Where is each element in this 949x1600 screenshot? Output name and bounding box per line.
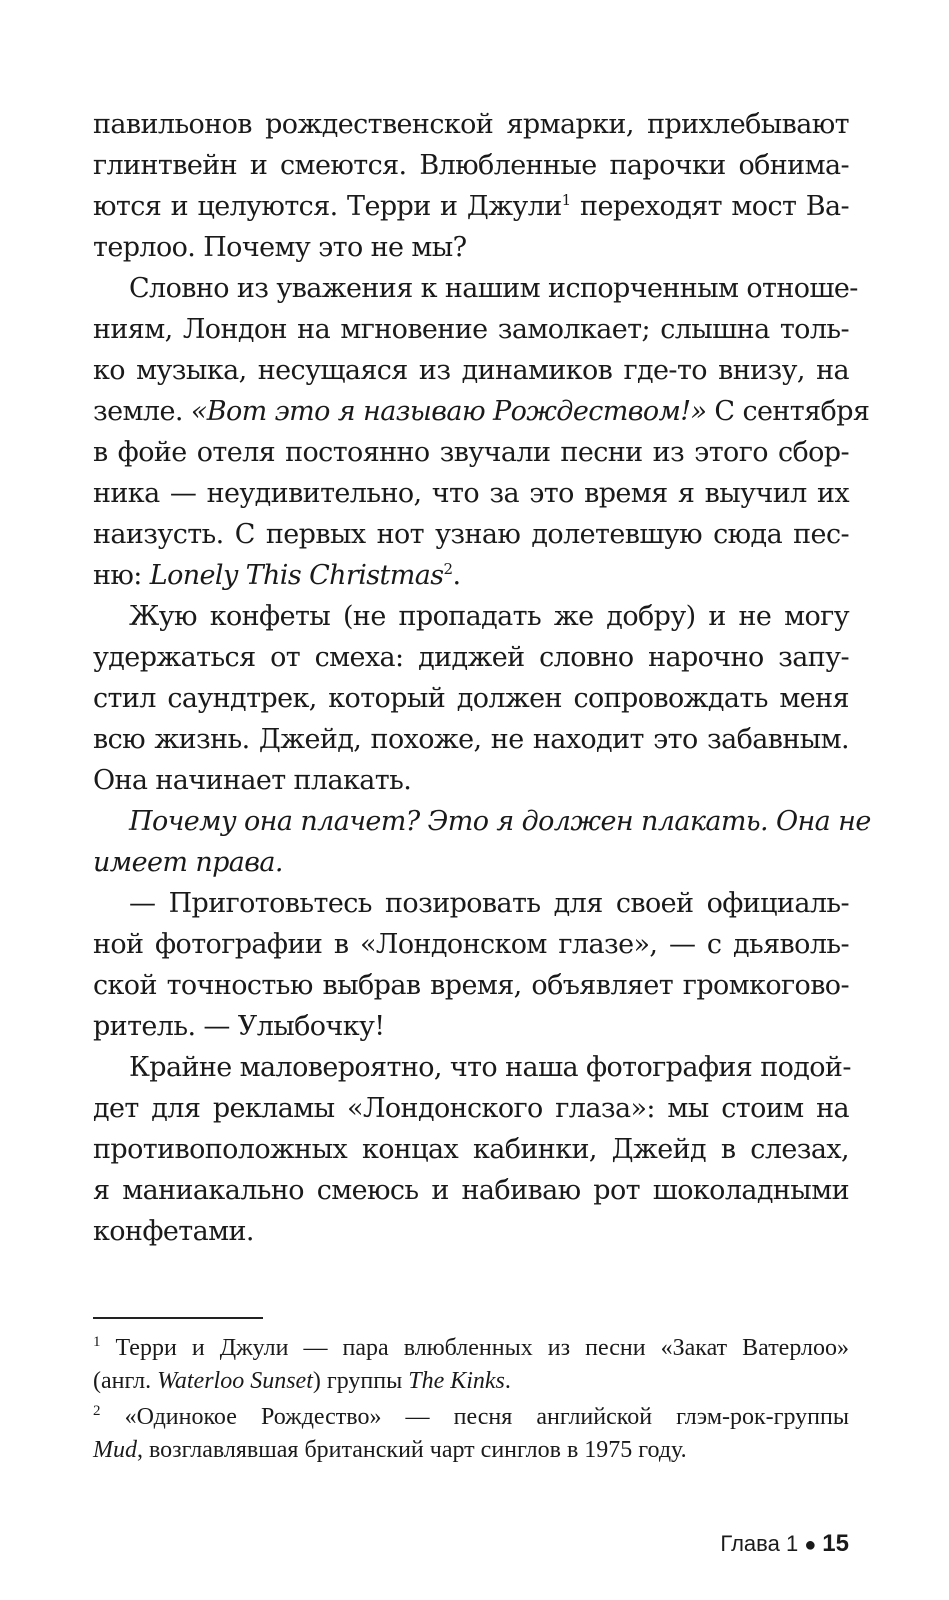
text-segment: конфетами.	[93, 1216, 254, 1247]
text-segment: ко музыка, несущаяся из динамиков где-то внизу, на	[93, 355, 849, 386]
text-segment: .	[452, 560, 461, 591]
text-segment: — Приготовьтесь позировать для своей официаль-	[129, 888, 849, 919]
text-line	[93, 1434, 849, 1467]
text-segment: Словно из уважения к нашим испорченным отноше-	[129, 273, 858, 304]
text-segment: павильонов рождественской ярмарки, прихлебывают	[93, 109, 849, 140]
footnotes	[93, 1332, 849, 1467]
text-line	[93, 309, 849, 350]
text-line	[93, 514, 849, 555]
text-segment: ются и целуются. Терри и Джули	[93, 191, 562, 222]
text-segment: Терри и Джули — пара влюбленных из песни «Закат Ватерлоо»	[100, 1335, 849, 1361]
text-segment: я маниакально смеюсь и набиваю рот шоколадными	[93, 1175, 849, 1206]
text-segment: ниям, Лондон на мгновение замолкает; слышна толь-	[93, 314, 849, 345]
text-line	[93, 391, 870, 432]
text-line	[93, 760, 849, 801]
text-line	[93, 268, 858, 309]
text-segment: «Вот это я называю Рождеством!»	[190, 396, 707, 427]
text-line	[93, 473, 849, 514]
text-segment: противоположных концах кабинки, Джейд в слезах,	[93, 1134, 849, 1165]
footnote-marker: 1	[93, 1334, 101, 1350]
text-segment: ) группы	[312, 1368, 409, 1394]
text-segment: земле.	[93, 396, 191, 427]
text-line	[93, 104, 849, 145]
text-segment: ской точностью выбрав время, объявляет громкогово-	[93, 970, 849, 1001]
text-segment: Жую конфеты (не пропадать же добру) и не могу	[129, 601, 849, 632]
text-segment: терлоо. Почему это не мы?	[93, 232, 467, 263]
text-line	[93, 227, 849, 268]
text-segment: наизусть. С первых нот узнаю долетевшую сюда пес-	[93, 519, 849, 550]
text-segment: Крайне маловероятно, что наша фотография подой-	[129, 1052, 851, 1083]
text-line	[93, 801, 871, 842]
bullet-icon: ●	[804, 1534, 817, 1556]
text-segment: удержаться от смеха: диджей словно нарочно запу-	[93, 642, 849, 673]
text-segment: , возглавлявшая британский чарт синглов в 1975 году.	[137, 1437, 687, 1463]
text-segment: ритель. — Улыбочку!	[93, 1011, 385, 1042]
text-segment: The Kinks	[408, 1368, 505, 1394]
text-line	[93, 432, 849, 473]
text-line	[93, 1047, 849, 1088]
text-segment: Mud	[93, 1437, 137, 1463]
text-segment: дет для рекламы «Лондонского глаза»: мы стоим на	[93, 1093, 849, 1124]
text-line	[93, 1332, 849, 1365]
body-text	[93, 104, 871, 1252]
text-line	[93, 883, 849, 924]
text-line	[93, 1006, 849, 1047]
text-segment: всю жизнь. Джейд, похоже, не находит это забавным.	[93, 724, 849, 755]
text-segment: ной фотографии в «Лондонском глазе», — с дьяволь-	[93, 929, 849, 960]
text-segment: (англ.	[93, 1368, 158, 1394]
text-line	[93, 1129, 849, 1170]
text-segment: переходят мост Ва-	[570, 191, 849, 222]
running-footer	[720, 1530, 849, 1558]
text-line	[93, 924, 849, 965]
text-line	[93, 1211, 849, 1252]
text-line	[93, 1088, 849, 1129]
text-segment: ника — неудивительно, что за это время я выучил их	[93, 478, 849, 509]
text-line	[93, 555, 849, 596]
text-segment: .	[504, 1368, 511, 1394]
page-number: 15	[822, 1530, 849, 1557]
text-segment: в фойе отеля постоянно звучали песни из этого сбор-	[93, 437, 849, 468]
text-line	[93, 186, 849, 227]
text-line	[93, 842, 849, 883]
text-segment: Почему она плачет? Это я должен плакать. Она не	[129, 806, 871, 837]
footnote-marker: 2	[93, 1403, 101, 1419]
text-segment: ню:	[93, 560, 150, 591]
text-line	[93, 1401, 849, 1434]
text-line	[93, 965, 849, 1006]
text-line	[93, 350, 849, 391]
text-segment: С сентября	[706, 396, 870, 427]
text-segment: «Одинокое Рождество» — песня английской глэм-рок-группы	[100, 1404, 849, 1430]
text-line	[93, 1365, 849, 1398]
text-line	[93, 1170, 849, 1211]
text-segment: имеет права.	[93, 847, 283, 878]
text-segment: Она начинает плакать.	[93, 765, 412, 796]
text-segment: глинтвейн и смеются. Влюбленные парочки обнима-	[93, 150, 849, 181]
text-line	[93, 596, 849, 637]
footnote-divider	[93, 1317, 263, 1319]
text-line	[93, 637, 849, 678]
text-segment: Lonely This Christmas	[149, 560, 444, 591]
text-line	[93, 719, 849, 760]
footnote-marker: 2	[443, 560, 453, 578]
text-segment: Waterloo Sunset	[157, 1368, 313, 1394]
text-segment: стил саундтрек, который должен сопровождать меня	[93, 683, 849, 714]
text-line	[93, 145, 849, 186]
footnote-marker: 1	[561, 191, 571, 209]
text-line	[93, 678, 849, 719]
chapter-label: Глава 1	[720, 1531, 799, 1556]
